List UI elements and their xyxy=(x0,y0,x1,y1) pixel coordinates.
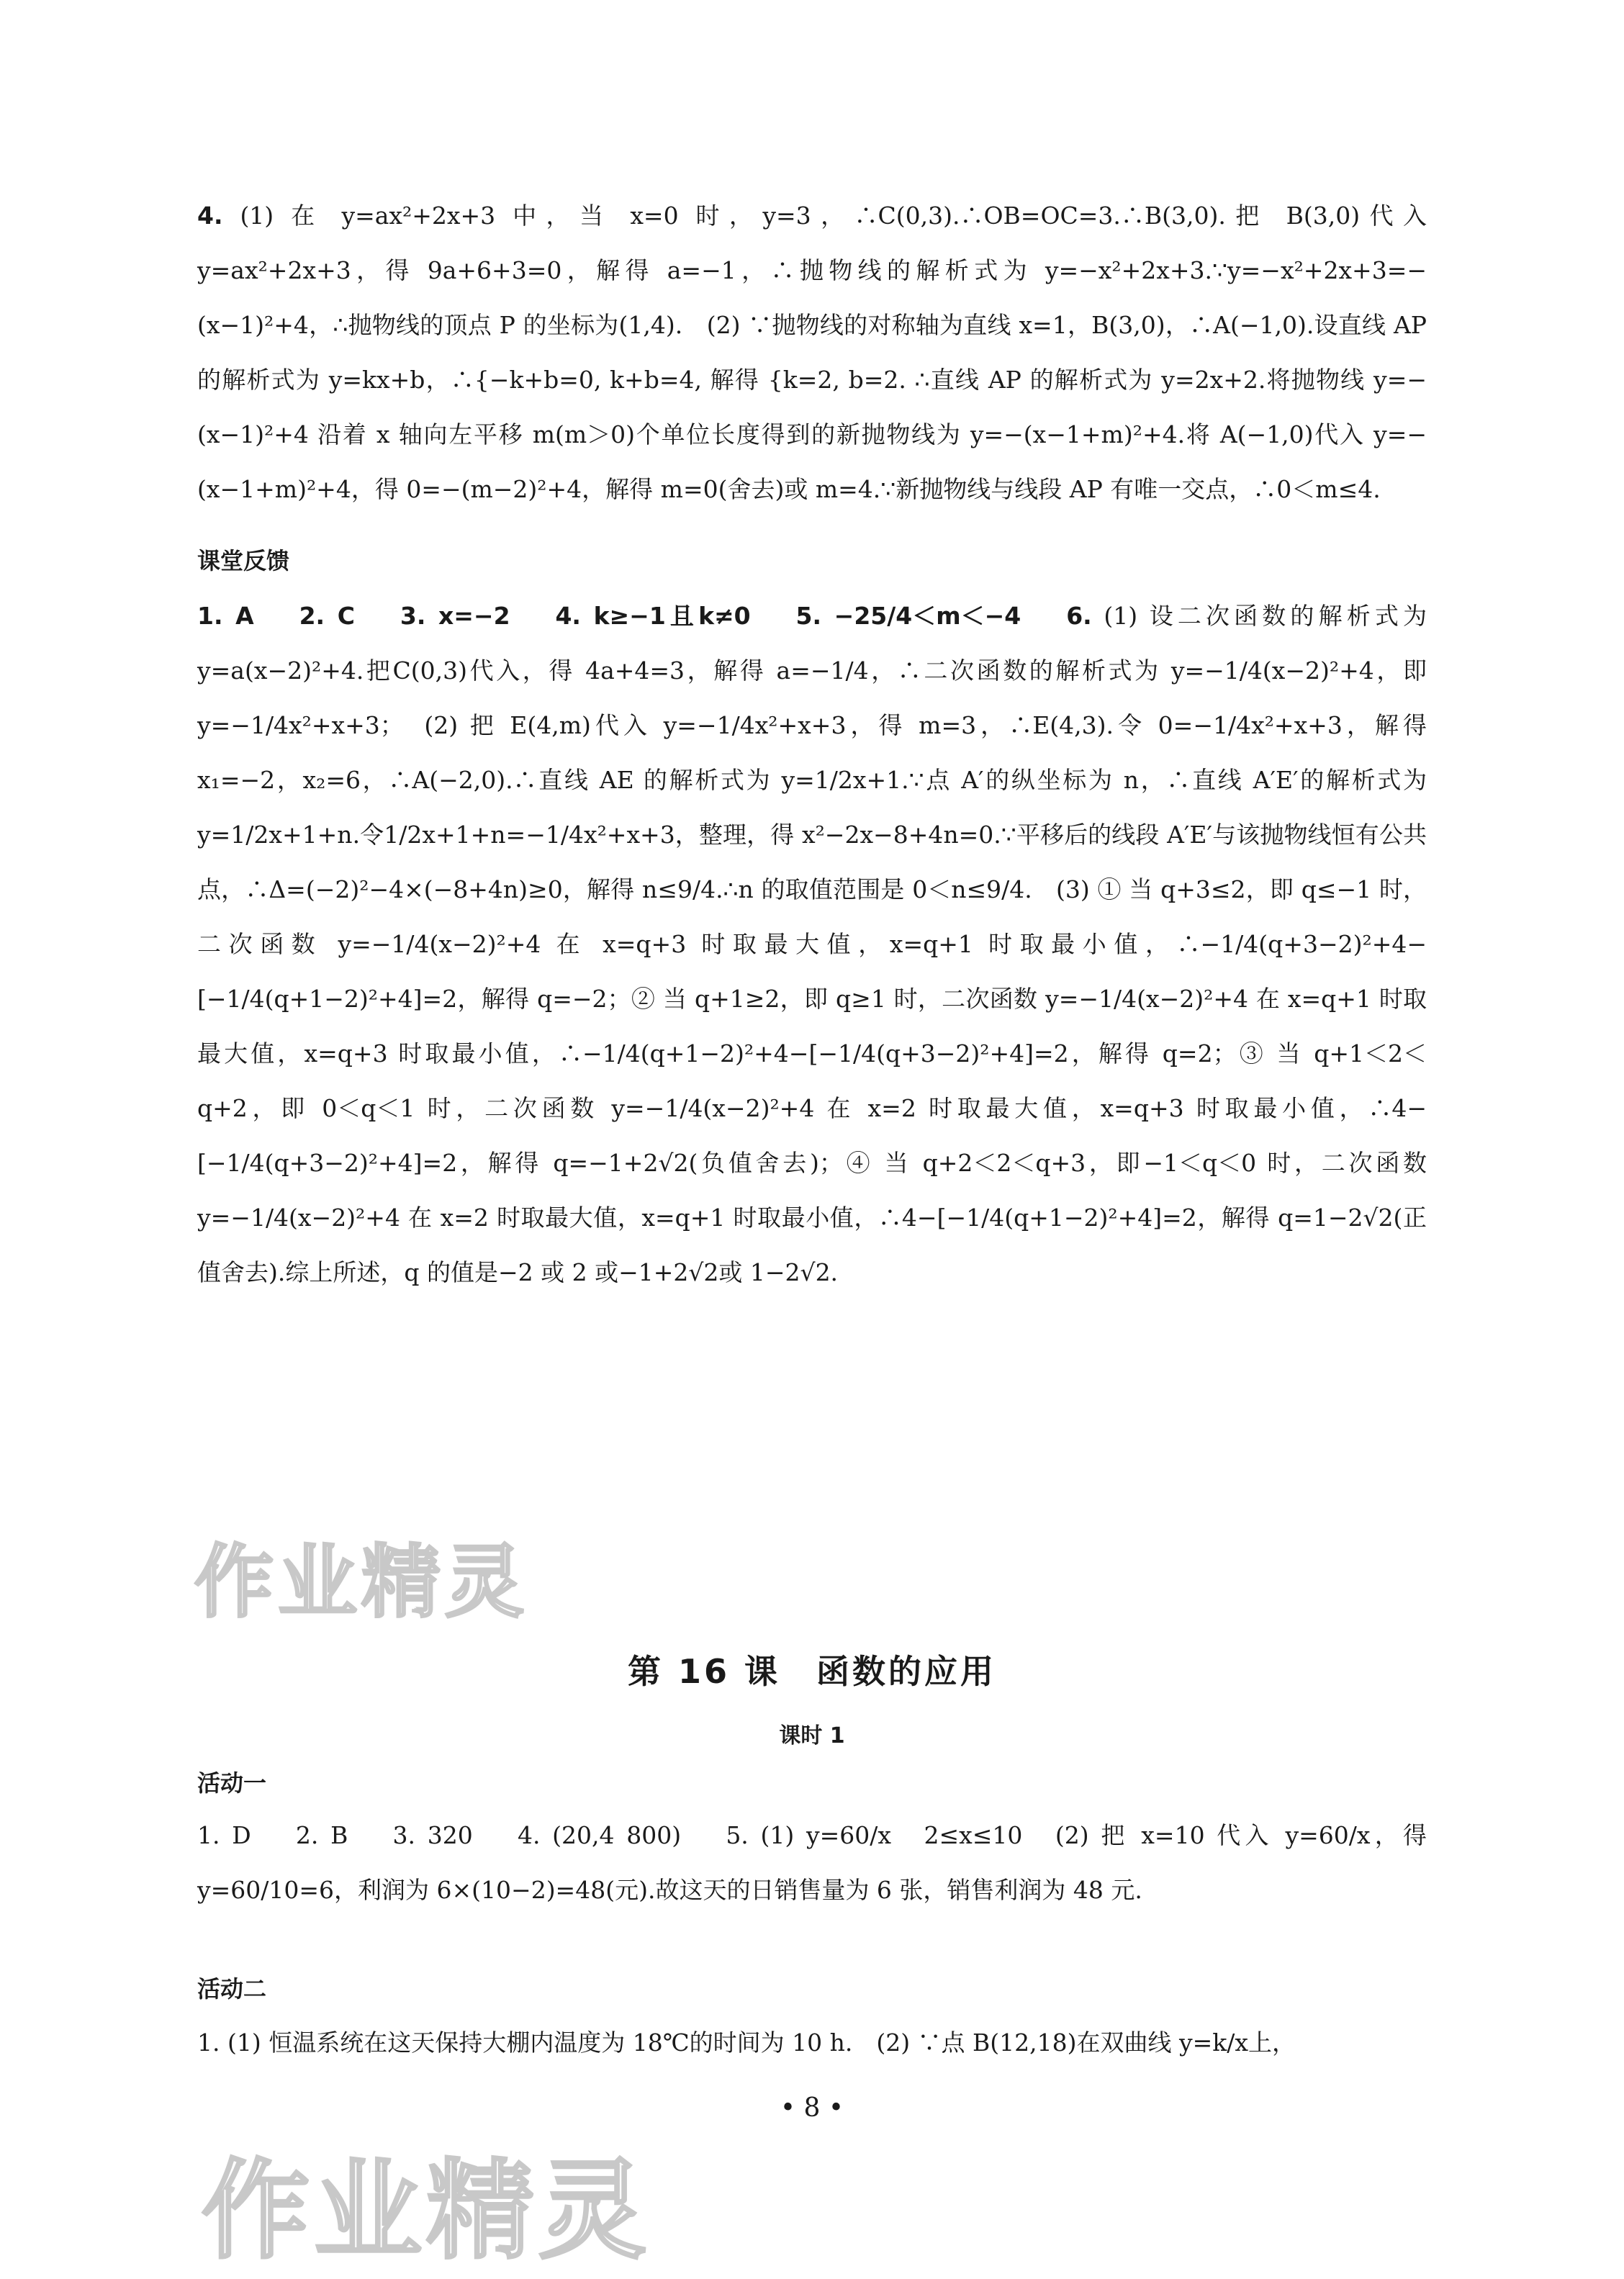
page-number: • 8 • xyxy=(780,2093,844,2123)
activity-2-text: 1. (1) 恒温系统在这天保持大棚内温度为 18℃的时间为 10 h. (2) ∵点 B(12,18)在双曲线 y=k/x上， xyxy=(197,2028,1296,2057)
activity-1-text: 1. D 2. B 3. 320 4. (20,4 800) 5. (1) y=60/x 2≤x≤10 (2) 把 x=10 代入 y=60/x，得 y=60/10=6，利润为 6×(10−2)=48(元).故这天的日销售量为 6 张，销售利润为 48 元. xyxy=(197,1821,1427,1904)
section-feedback-title: 课堂反馈 xyxy=(197,547,290,574)
activity-1-title: 活动一 xyxy=(197,1769,267,1797)
activity-2-title: 活动二 xyxy=(197,1975,267,2003)
lesson-title: 第 16 课 函数的应用 xyxy=(627,1652,997,1691)
feedback-block xyxy=(197,589,1427,1300)
feedback-text: (1) 设二次函数的解析式为 y=a(x−2)²+4.把C(0,3)代入，得 4a+4=3，解得 a=−1/4，∴二次函数的解析式为 y=−1/4(x−2)²+4，即 y=−1/4x²+x+3； (2) 把 E(4,m)代入 y=−1/4x²+x+3，得 m=3，∴E(4,3).令 0=−1/4x²+x+3，解得 x₁=−2，x₂=6，∴A(−2,0).∴直线 AE 的解析式为 y=1/2x+1.∵点 A′的纵坐标为 n，∴直线 A′E′的解析式为 y=1/2x+1+n.令1/2x+1+n=−1/4x²+x+3，整理，得 x²−2x−8+4n=0.∵平移后的线段 A′E′与该抛物线恒有公共点，∴Δ=(−2)²−4×(−8+4n)≥0，解得 n≤9/4.∴n 的取值范围是 0＜n≤9/4. (3) ① 当 q+3≤2，即 q≤−1 时，二次函数 y=−1/4(x−2)²+4 在 x=q+3 时取最大值，x=q+1 时取最小值，∴−1/4(q+3−2)²+4−[−1/4(q+1−2)²+4]=2，解得 q=−2；② 当 q+1≥2，即 q≥1 时，二次函数 y=−1/4(x−2)²+4 在 x=q+1 时取最大值，x=q+3 时取最小值，∴−1/4(q+1−2)²+4−[−1/4(q+3−2)²+4]=2，解得 q=2；③ 当 q+1＜2＜q+2，即 0＜q＜1 时，二次函数 y=−1/4(x−2)²+4 在 x=2 时取最大值，x=q+3 时取最小值，∴4−[−1/4(q+3−2)²+4]=2，解得 q=−1+2√2(负值舍去)；④ 当 q+2＜2＜q+3，即−1＜q＜0 时，二次函数 y=−1/4(x−2)²+4 在 x=2 时取最大值，x=q+1 时取最小值，∴4−[−1/4(q+1−2)²+4]=2，解得 q=1−2√2(正值舍去).综上所述，q 的值是−2 或 2 或−1+2√2或 1−2√2. xyxy=(197,602,1427,1286)
problem-4 xyxy=(197,189,1427,517)
feedback-answers: 1. A 2. C 3. x=−2 4. k≥−1且k≠0 5. −25/4＜m＜−4 6. xyxy=(197,602,1092,630)
problem-4-label: 4. xyxy=(197,202,223,230)
lesson-subtitle: 课时 1 xyxy=(779,1723,845,1748)
watermark-logo-bottom: 作业精灵 xyxy=(202,2149,651,2274)
problem-4-text: (1) 在 y=ax²+2x+3 中，当 x=0 时，y=3，∴C(0,3).∴OB=OC=3.∴B(3,0).把 B(3,0)代入 y=ax²+2x+3，得 9a+6+3=0，解得 a=−1，∴抛物线的解析式为 y=−x²+2x+3.∵y=−x²+2x+3=−(x−1)²+4，∴抛物线的顶点 P 的坐标为(1,4). (2) ∵抛物线的对称轴为直线 x=1，B(3,0)，∴A(−1,0).设直线 AP 的解析式为 y=kx+b，∴{−k+b=0, k+b=4, 解得 {k=2, b=2. ∴直线 AP 的解析式为 y=2x+2.将抛物线 y=−(x−1)²+4 沿着 x 轴向左平移 m(m＞0)个单位长度得到的新抛物线为 y=−(x−1+m)²+4.将 A(−1,0)代入 y=−(x−1+m)²+4，得 0=−(m−2)²+4，解得 m=0(舍去)或 m=4.∵新抛物线与线段 AP 有唯一交点，∴0＜m≤4. xyxy=(197,202,1427,503)
watermark-logo: 作业精灵 xyxy=(194,1536,528,1628)
